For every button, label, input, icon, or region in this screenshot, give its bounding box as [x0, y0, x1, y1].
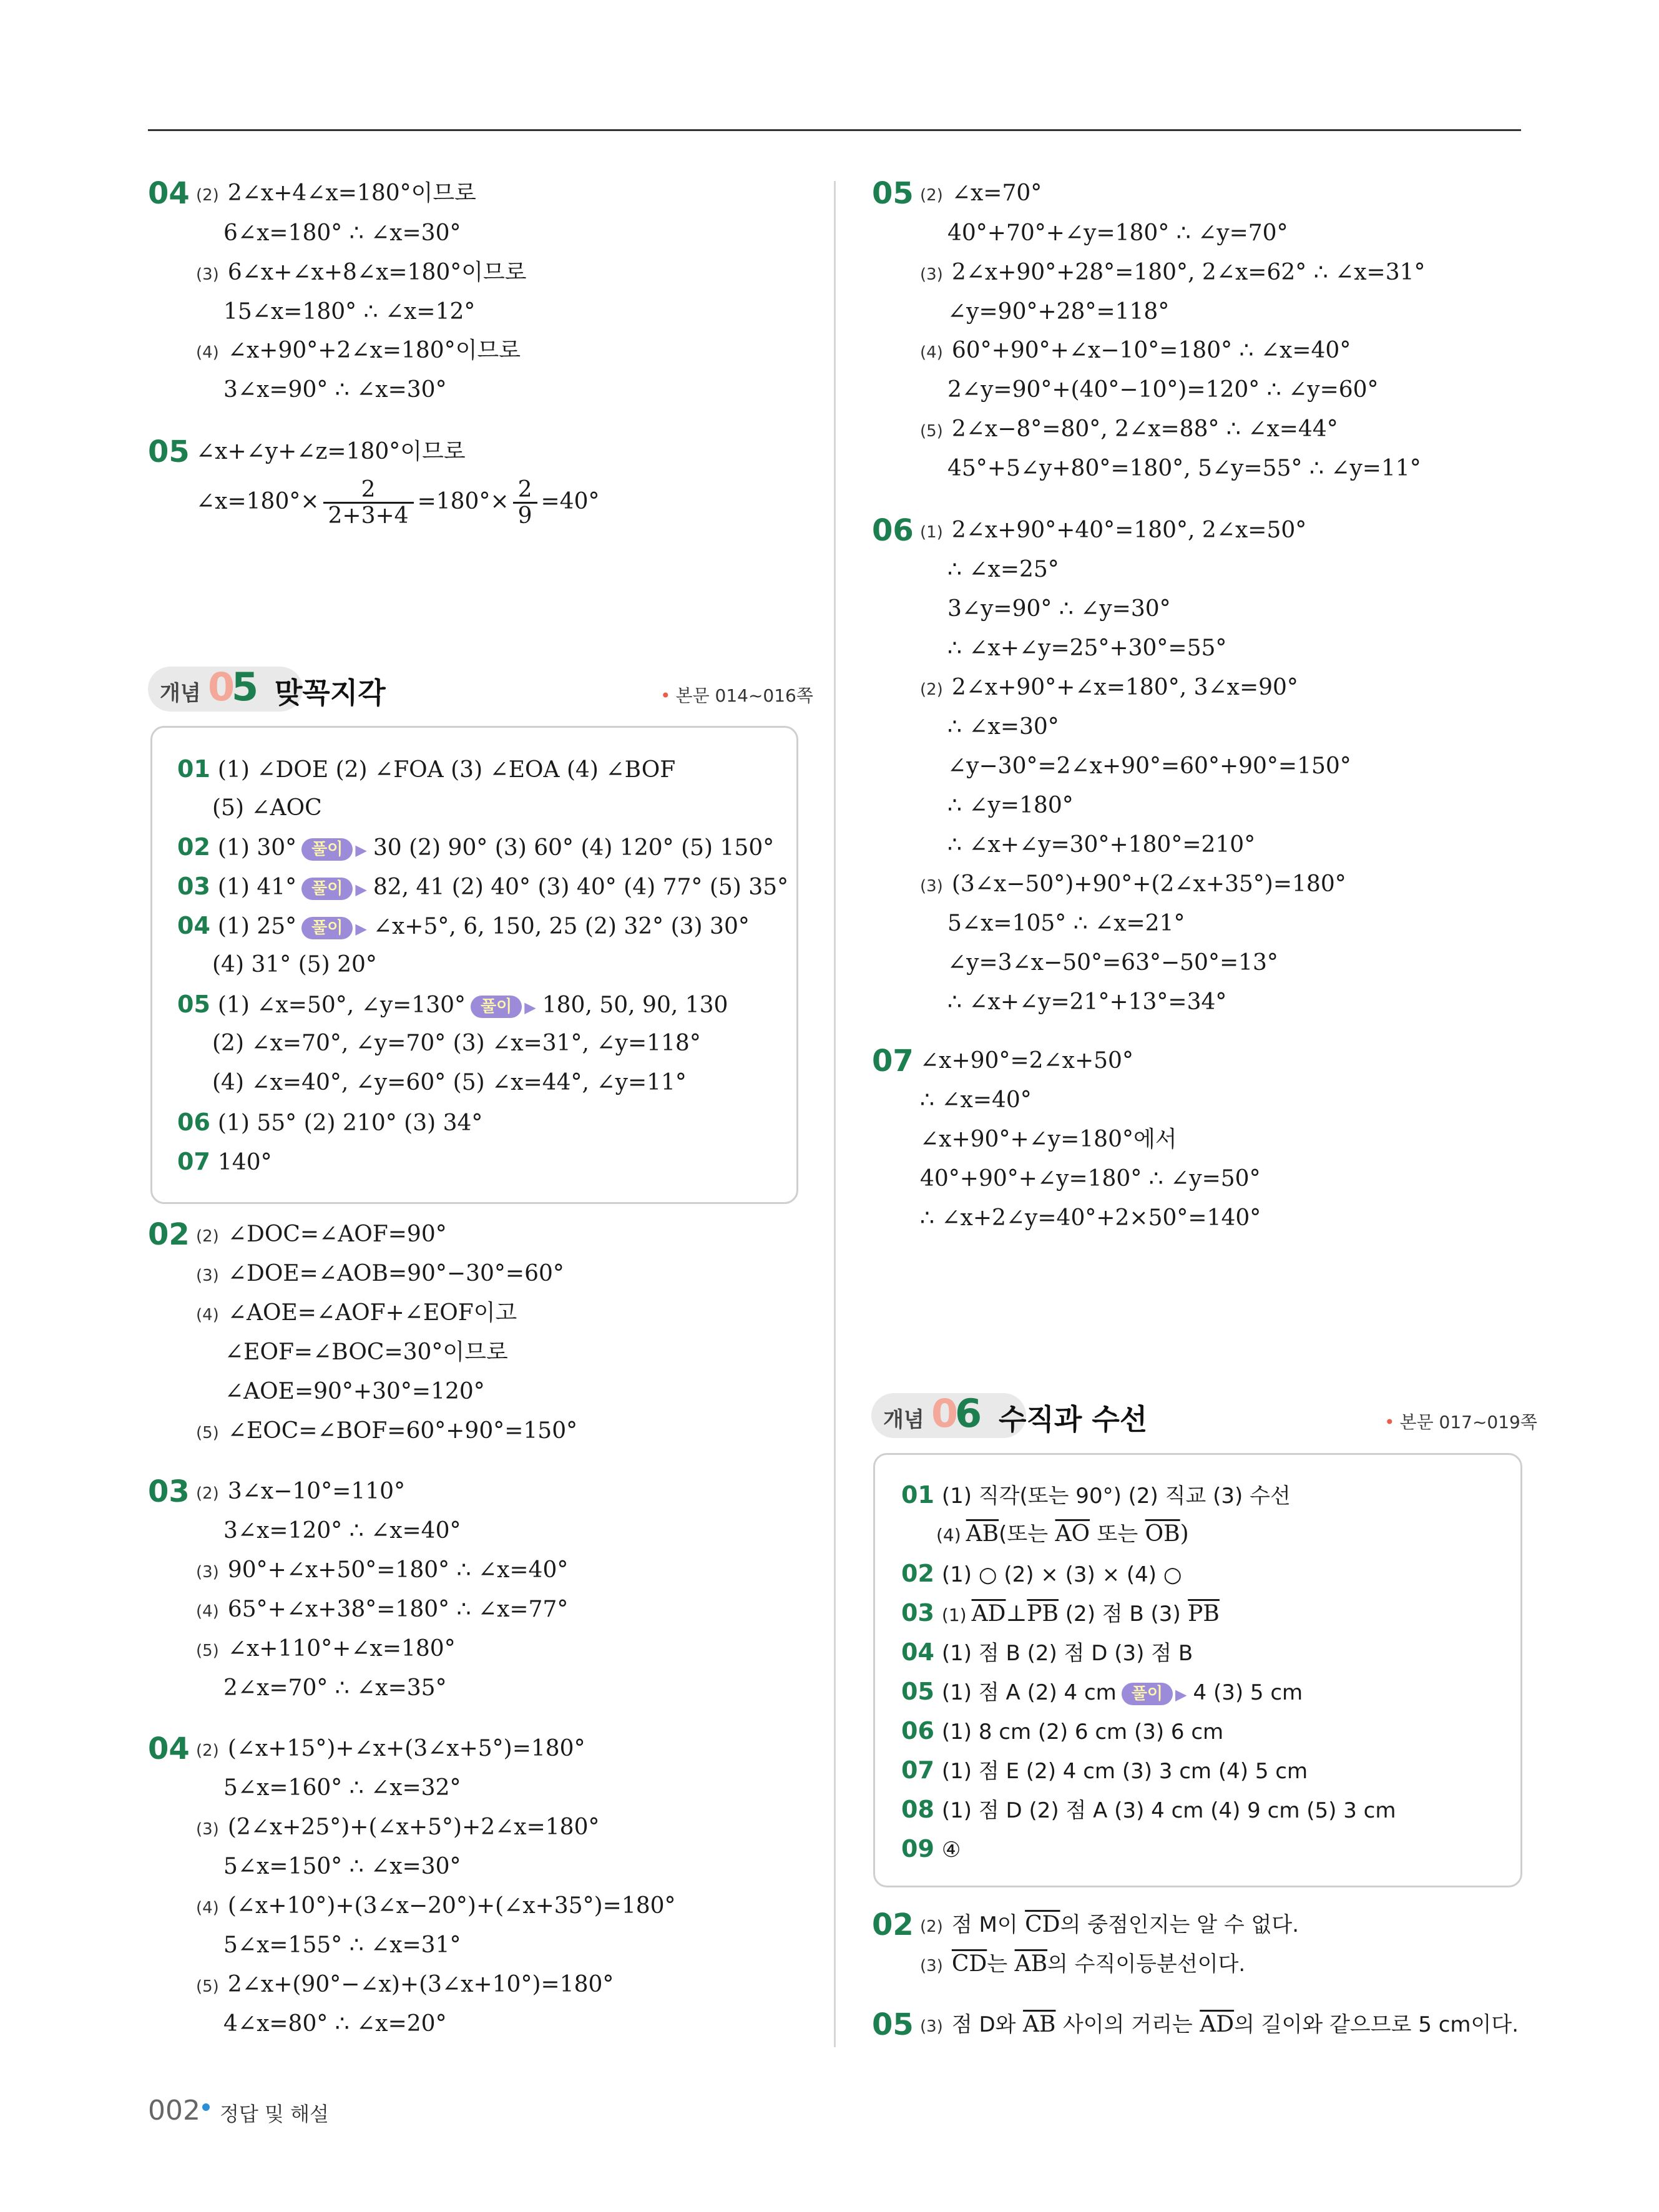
solution-line: (5) 2∠x−8°=80°, 2∠x=88° ∴ ∠x=44° [920, 416, 1338, 442]
solution-line: ∠y−30°=2∠x+90°=60°+90°=150° [947, 753, 1351, 779]
solution-line: 3∠x=120° ∴ ∠x=40° [223, 1518, 461, 1544]
solution-line: 3∠x=90° ∴ ∠x=30° [223, 377, 447, 403]
solution-line: (3) 2∠x+90°+28°=180°, 2∠x=62° ∴ ∠x=31° [920, 260, 1426, 285]
solution-line: (2) 2∠x+90°+∠x=180°, 3∠x=90° [920, 675, 1298, 700]
answer-row: 04 (1) 25° 풀이 ▶ ∠x+5°, 6, 150, 25 (2) 32° (3) 30° [177, 912, 750, 939]
column-divider [834, 181, 836, 2047]
answer-row: 03 (1) $\overline{AD}\perp\overline{PB}$ (2) 점 B (3) $\overline{PB}$ [901, 1599, 1220, 1627]
problem-number: 06 [872, 513, 914, 548]
solution-line: ∠AOE=90°+30°=120° [225, 1379, 485, 1404]
solution-line: (4) ∠AOE=∠AOF+∠EOF이고 [196, 1300, 517, 1326]
triangle-right-icon: ▶ [355, 841, 367, 859]
solution-line: ∠y=90°+28°=118° [947, 299, 1170, 325]
problem-number: 03 [148, 1474, 190, 1509]
solution-line: (2) (∠x+15°)+∠x+(3∠x+5°)=180° [196, 1736, 585, 1761]
solution-line: ∴ ∠x+2∠y=40°+2×50°=140° [920, 1205, 1261, 1231]
concept-number-tens: 0 [931, 1391, 959, 1436]
solution-line: ∠x+90°=2∠x+50° [920, 1048, 1133, 1074]
solution-line: 2∠x=70° ∴ ∠x=35° [223, 1675, 447, 1701]
answer-row: 06 (1) 8 cm (2) 6 cm (3) 6 cm [901, 1717, 1224, 1745]
solution-line: (2) 3∠x−10°=110° [196, 1479, 406, 1504]
problem-number: 04 [148, 176, 190, 211]
solution-line: (2) 점 M이 $\overline{CD}$의 중점인지는 알 수 없다. [920, 1912, 1299, 1937]
solution-pill: 풀이 [471, 996, 522, 1018]
solution-line: (3) 점 D와 $\overline{AB}$ 사이의 거리는 $\overline{AD}$의 길이와 같으므로 5 cm이다. [920, 2012, 1519, 2037]
solution-line: (4) 65°+∠x+38°=180° ∴ ∠x=77° [196, 1597, 569, 1622]
concept-number-ones: 6 [955, 1391, 982, 1436]
solution-line: (3) ∠DOE=∠AOB=90°−30°=60° [196, 1261, 564, 1286]
solution-line: ∴ ∠x+∠y=21°+13°=34° [947, 989, 1227, 1015]
solution-line: ∴ ∠x=25° [947, 557, 1059, 582]
answer-row: (4) $\overline{AB}$(또는 $\overline{AO}$ 또는 $\overline{OB}$) [936, 1521, 1189, 1547]
segment-notation: $\overline{AB}$ [1014, 1951, 1048, 1977]
solution-line: (3) 90°+∠x+50°=180° ∴ ∠x=40° [196, 1557, 569, 1583]
problem-number: 02 [872, 1907, 914, 1942]
answer-row: (5) ∠AOC [212, 795, 322, 821]
answer-row: 02 (1) 30° 풀이 ▶ 30 (2) 90° (3) 60° (4) 120° (5) 150° [177, 833, 775, 861]
concept-label: 개념 [883, 1407, 924, 1432]
triangle-right-icon: ▶ [1175, 1686, 1187, 1703]
solution-pill: 풀이 [301, 878, 353, 900]
page-reference: • 본문 017~019쪽 [1384, 1412, 1537, 1432]
solution-line: (4) 60°+90°+∠x−10°=180° ∴ ∠x=40° [920, 338, 1351, 363]
answer-row: 07 (1) 점 E (2) 4 cm (3) 3 cm (4) 5 cm [901, 1756, 1308, 1784]
page-number: 002 [148, 2095, 200, 2126]
answer-row: 04 (1) 점 B (2) 점 D (3) 점 B [901, 1638, 1193, 1666]
answer-row: 01 (1) ∠DOE (2) ∠FOA (3) ∠EOA (4) ∠BOF [177, 755, 676, 783]
solution-line: ∴ ∠x+∠y=30°+180°=210° [947, 832, 1256, 858]
solution-line: 6∠x=180° ∴ ∠x=30° [223, 220, 461, 246]
solution-line: ∠x+∠y+∠z=180°이므로 [196, 439, 466, 464]
answer-row: 01 (1) 직각(또는 90°) (2) 직교 (3) 수선 [901, 1481, 1291, 1509]
solution-line: (4) (∠x+10°)+(3∠x−20°)+(∠x+35°)=180° [196, 1893, 676, 1919]
solution-line: 2∠y=90°+(40°−10°)=120° ∴ ∠y=60° [947, 377, 1379, 403]
problem-number: 05 [872, 176, 914, 211]
problem-number: 05 [872, 2007, 914, 2042]
solution-line: ∴ ∠x=40° [920, 1087, 1032, 1113]
line-notation: $\overline{CD}$ [951, 1951, 987, 1977]
solution-line: 15∠x=180° ∴ ∠x=12° [223, 299, 476, 325]
solution-line: (3) (2∠x+25°)+(∠x+5°)+2∠x=180° [196, 1814, 600, 1840]
ray-notation: $\overline{OB}$ [1145, 1521, 1180, 1547]
solution-line: ∠EOF=∠BOC=30°이므로 [225, 1339, 508, 1365]
solution-line: (5) 2∠x+(90°−∠x)+(3∠x+10°)=180° [196, 1972, 614, 1997]
answer-row: 05 (1) 점 A (2) 4 cm 풀이 ▶ 4 (3) 5 cm [901, 1678, 1303, 1705]
bullet-icon [202, 2103, 210, 2111]
answer-row: (2) ∠x=70°, ∠y=70° (3) ∠x=31°, ∠y=118° [212, 1030, 701, 1056]
problem-number: 02 [148, 1217, 190, 1252]
fraction: $\frac{2}{9}$ [513, 478, 537, 529]
bullet-icon: • [1384, 1412, 1395, 1432]
triangle-right-icon: ▶ [524, 999, 536, 1016]
top-rule [148, 129, 1521, 131]
solution-line: 45°+5∠y+80°=180°, 5∠y=55° ∴ ∠y=11° [947, 456, 1421, 481]
problem-number: 07 [872, 1044, 914, 1079]
solution-line: (5) ∠x+110°+∠x=180° [196, 1636, 456, 1661]
solution-pill: 풀이 [1122, 1683, 1173, 1705]
answer-row: (4) ∠x=40°, ∠y=60° (5) ∠x=44°, ∠y=11° [212, 1070, 687, 1095]
solution-line: 5∠x=150° ∴ ∠x=30° [223, 1854, 461, 1879]
solution-line: ∴ ∠x=30° [947, 714, 1059, 740]
solution-line: 40°+90°+∠y=180° ∴ ∠y=50° [920, 1166, 1261, 1192]
ray-notation: $\overline{AO}$ [1055, 1521, 1090, 1547]
solution-pill: 풀이 [301, 838, 353, 861]
segment-notation: $\overline{AB}$ [1022, 2012, 1056, 2037]
solution-line: (4) ∠x+90°+2∠x=180°이므로 [196, 338, 521, 363]
answer-row: 03 (1) 41° 풀이 ▶ 82, 41 (2) 40° (3) 40° (4) 77° (5) 35° [177, 873, 789, 900]
segment-notation: $\overline{AD}$ [971, 1601, 1006, 1627]
solution-pill: 풀이 [301, 917, 353, 939]
segment-notation: $\overline{PB}$ [1188, 1601, 1220, 1627]
segment-notation: $\overline{AD}$ [1200, 2012, 1235, 2037]
solution-line: ∠y=3∠x−50°=63°−50°=13° [947, 950, 1278, 976]
solution-line: (2) ∠x=70° [920, 180, 1042, 206]
section-title: 수직과 수선 [999, 1402, 1148, 1436]
section-title: 맞꼭지각 [275, 676, 386, 710]
answer-row: 07 140° [177, 1148, 272, 1175]
solution-line: (2) 2∠x+4∠x=180°이므로 [196, 180, 476, 206]
fraction: $\frac{2}{2+3+4}$ [323, 478, 414, 529]
solution-line: (3) 6∠x+∠x+8∠x=180°이므로 [196, 260, 527, 285]
footer-title: 정답 및 해설 [220, 2102, 329, 2126]
answer-row: 08 (1) 점 D (2) 점 A (3) 4 cm (4) 9 cm (5) 3 cm [901, 1796, 1396, 1823]
problem-number: 05 [148, 434, 190, 469]
solution-line: 5∠x=105° ∴ ∠x=21° [947, 911, 1185, 936]
solution-line: (3) $\overline{CD}$는 $\overline{AB}$의 수직이등분선이다. [920, 1951, 1246, 1977]
solution-line: ∴ ∠x+∠y=25°+30°=55° [947, 635, 1227, 661]
problem-number: 04 [148, 1731, 190, 1766]
solution-line: 4∠x=80° ∴ ∠x=20° [223, 2011, 447, 2037]
bullet-icon: • [660, 685, 671, 706]
solution-line: (2) ∠DOC=∠AOF=90° [196, 1221, 447, 1247]
triangle-right-icon: ▶ [355, 881, 367, 898]
solution-line: ∴ ∠y=180° [947, 793, 1074, 818]
line-notation: $\overline{AB}$ [966, 1521, 999, 1547]
solution-line: 5∠x=160° ∴ ∠x=32° [223, 1775, 461, 1801]
solution-line: (5) ∠EOC=∠BOF=60°+90°=150° [196, 1418, 578, 1444]
solution-line: (3) (3∠x−50°)+90°+(2∠x+35°)=180° [920, 871, 1346, 897]
solution-line: 3∠y=90° ∴ ∠y=30° [947, 596, 1171, 622]
answer-row: 02 (1) ○ (2) × (3) × (4) ○ [901, 1560, 1182, 1587]
page-reference: • 본문 014~016쪽 [660, 685, 813, 706]
answer-row: 05 (1) ∠x=50°, ∠y=130° 풀이 ▶ 180, 50, 90, 130 [177, 991, 728, 1018]
answer-row: 09 ④ [901, 1835, 961, 1862]
concept-label: 개념 [160, 681, 201, 706]
solution-line: 40°+70°+∠y=180° ∴ ∠y=70° [947, 220, 1288, 246]
solution-line: (1) 2∠x+90°+40°=180°, 2∠x=50° [920, 517, 1307, 543]
concept-number-tens: 0 [208, 664, 235, 710]
line-notation: $\overline{CD}$ [1025, 1912, 1060, 1937]
answer-row: (4) 31° (5) 20° [212, 952, 377, 977]
concept-number-ones: 5 [232, 664, 259, 710]
segment-notation: $\overline{PB}$ [1027, 1601, 1059, 1627]
solution-line: ∠x+90°+∠y=180°에서 [920, 1127, 1177, 1152]
fraction-equation: ∠x=180°× $\frac{2}{2+3+4}$ =180°× $\frac{2}{9}$ =40° [196, 476, 600, 529]
triangle-right-icon: ▶ [355, 920, 367, 937]
answer-row: 06 (1) 55° (2) 210° (3) 34° [177, 1108, 483, 1136]
solution-line: 5∠x=155° ∴ ∠x=31° [223, 1932, 461, 1958]
